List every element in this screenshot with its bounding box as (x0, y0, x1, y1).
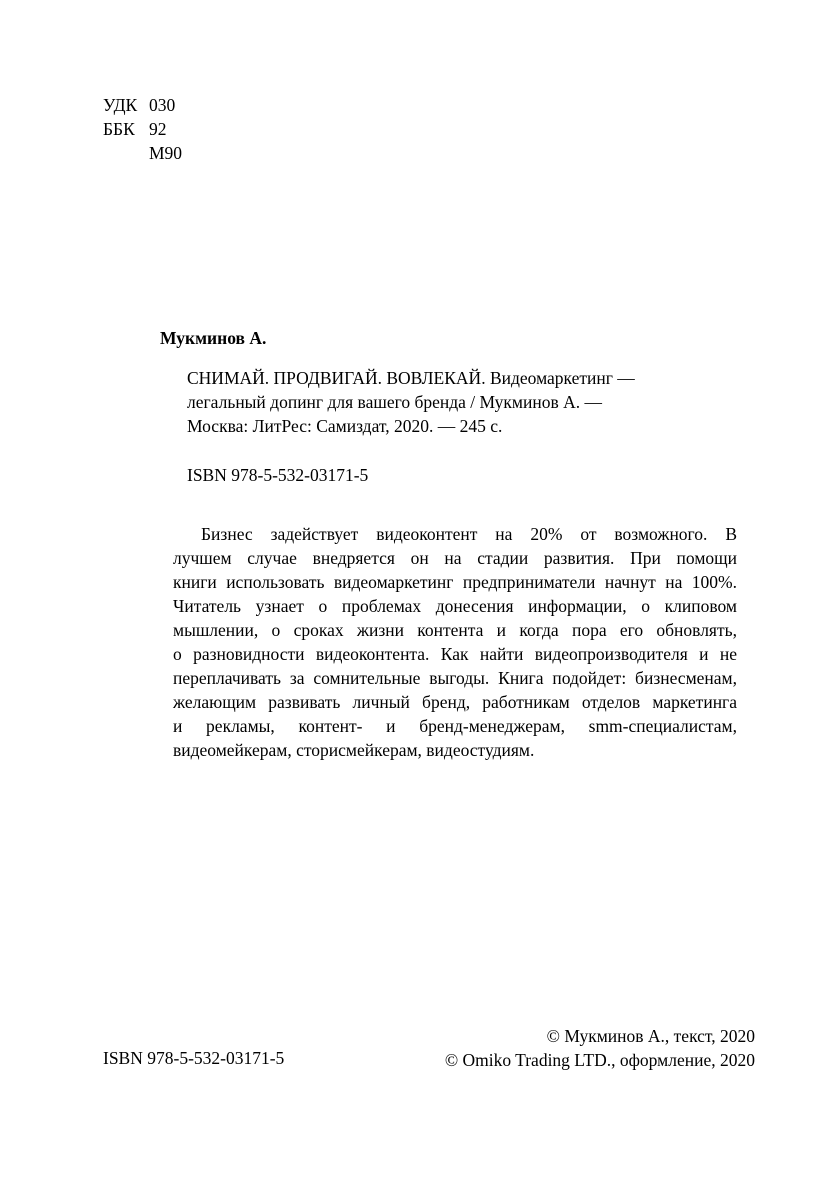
author-mark-row (103, 141, 182, 165)
bbk-row (103, 117, 182, 141)
copyright-block (445, 1024, 755, 1072)
author-mark: М90 (149, 143, 183, 163)
udk-value: 030 (149, 95, 176, 115)
bbk-label: ББК (103, 119, 135, 139)
author-heading: Мукминов А. (160, 328, 267, 348)
annotation-line: мышлении, о сроках жизни контента и когда пора его обновлять, (173, 620, 737, 640)
annotation-line: о разновидности видеоконтента. Как найти видеопроизводителя и не (173, 644, 737, 664)
copyright-design: © Omiko Trading LTD., оформление, 2020 (444, 1050, 755, 1070)
classification-codes (103, 93, 182, 165)
annotation-line: и рекламы, контент- и бренд-менеджерам, smm-специалистам, (173, 716, 737, 736)
annotation-line: Бизнес задействует видеоконтент на 20% от возможного. В (201, 524, 737, 544)
bbk-value: 92 (149, 119, 167, 139)
isbn-main: ISBN 978-5-532-03171-5 (187, 465, 369, 485)
bibliographic-description (187, 366, 635, 438)
annotation-line: переплачивать за сомнительные выгоды. Книга подойдет: бизнесменам, (173, 668, 737, 688)
annotation-line: желающим развивать личный бренд, работникам отделов маркетинга (173, 692, 737, 712)
annotation-line: лучшем случае внедряется он на стадии развития. При помощи (173, 548, 737, 568)
bib-line: легальный допинг для вашего бренда / Мукминов А. — (187, 392, 602, 412)
udk-row (103, 93, 182, 117)
bib-line: СНИМАЙ. ПРОДВИГАЙ. ВОВЛЕКАЙ. Видеомаркетинг — (187, 368, 635, 388)
annotation-line: Читатель узнает о проблемах донесения информации, о клиповом (173, 596, 737, 616)
isbn-footer: ISBN 978-5-532-03171-5 (103, 1048, 285, 1068)
annotation-line: видеомейкерам, сторисмейкерам, видеостудиям. (173, 740, 535, 760)
bib-line: Москва: ЛитРес: Самиздат, 2020. — 245 с. (187, 416, 503, 436)
copyright-text: © Мукминов А., текст, 2020 (546, 1026, 755, 1046)
udk-label: УДК (103, 95, 138, 115)
annotation-line: книги использовать видеомаркетинг предприниматели начнут на 100%. (173, 572, 737, 592)
annotation (173, 522, 737, 762)
